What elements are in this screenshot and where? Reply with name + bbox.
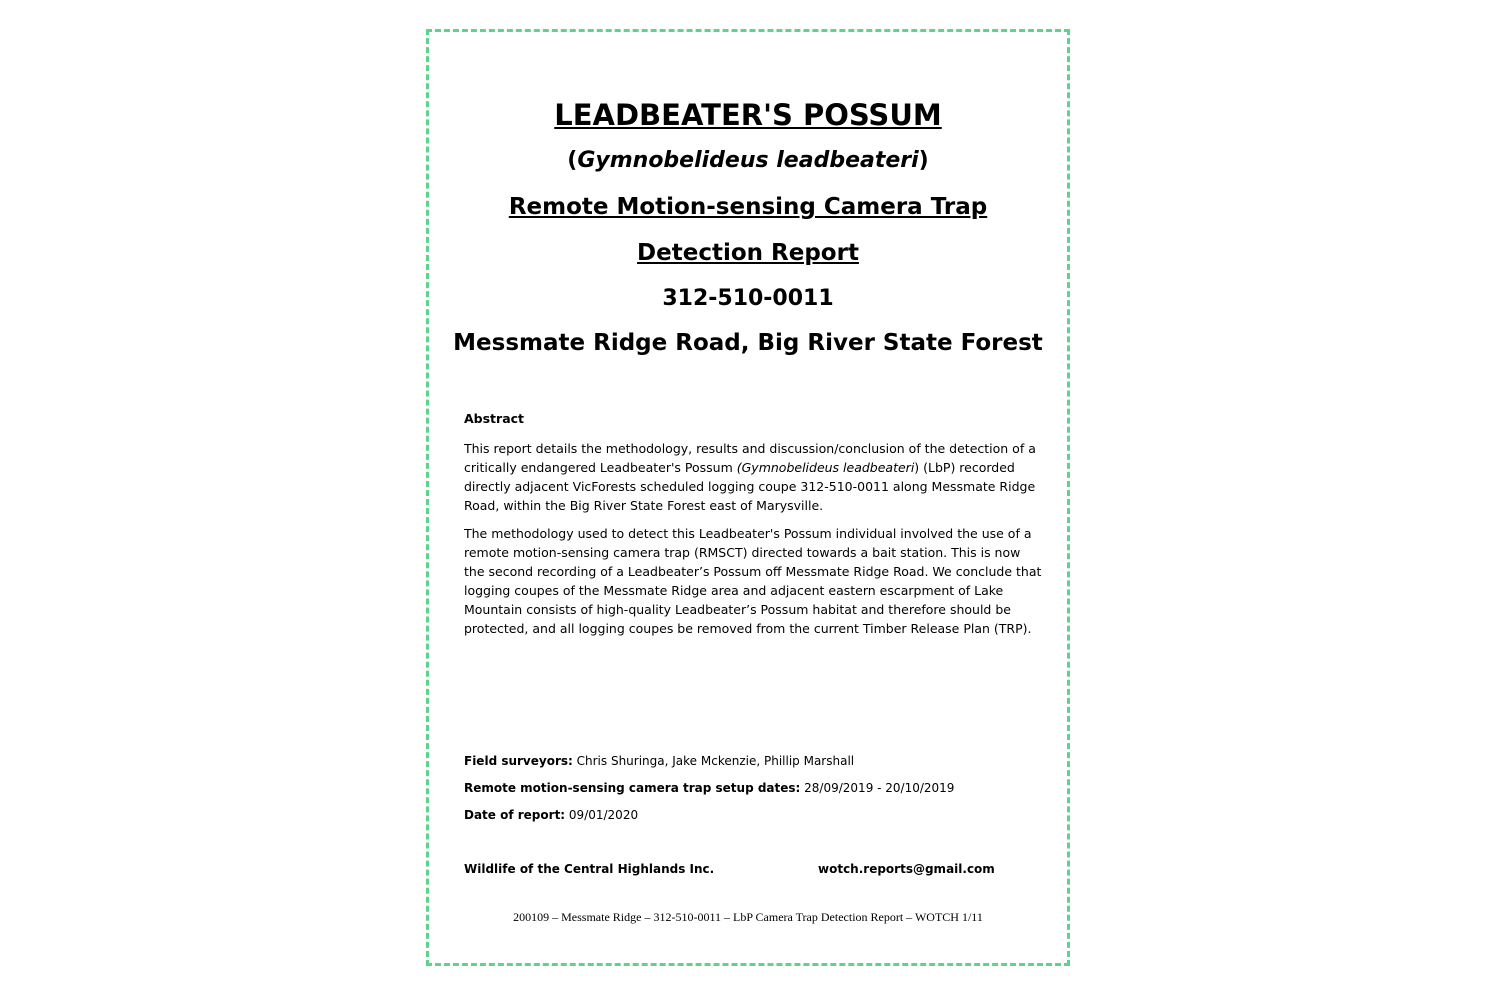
report-date (464, 808, 638, 822)
document-page (426, 29, 1070, 966)
setup-dates-label: Remote motion-sensing camera trap setup dates: (464, 781, 801, 795)
title-block (429, 95, 1067, 367)
setup-dates (464, 781, 954, 795)
abstract-heading: Abstract (464, 411, 525, 426)
abstract-p1-text-b: ) (LbP) recorded directly adjacent VicForests scheduled logging coupe 312-510-0011 along Messmate Ridge Road, within the Big River State Forest east of Marysville. (464, 460, 1036, 513)
report-date-label: Date of report: (464, 808, 566, 822)
field-surveyors-value: Chris Shuringa, Jake Mckenzie, Phillip Marshall (572, 754, 855, 768)
species-scientific-name: Gymnobelideus leadbeateri (577, 148, 919, 173)
page-footer: 200109 – Messmate Ridge – 312-510-0011 – LbP Camera Trap Detection Report – WOTCH 1/11 (513, 910, 983, 924)
setup-dates-value: 28/09/2019 - 20/10/2019 (800, 781, 955, 795)
report-subtitle: Remote Motion-sensing Camera Trap (508, 194, 988, 220)
field-surveyors-label: Field surveyors: (464, 754, 573, 768)
report-type: Detection Report (637, 240, 859, 266)
abstract-p2-text: The methodology used to detect this Leadbeater's Possum individual involved the use of a remote motion-sensing camera trap (RMSCT) directed towards a bait station. This is now the second recording of a Leadbeater’s Possum off Messmate Ridge Road. We conclude that logging coupes of the Messmate Ridge area and adjacent eastern escarpment of Lake Mountain consists of high-quality Leadbeater’s Possum habitat and therefore should be protected, and all logging coupes be removed from the current Timber Release Plan (TRP). (464, 526, 1042, 636)
abstract-paragraph-2 (464, 524, 1044, 638)
species-name (429, 141, 1067, 187)
species-paren-close: ) (918, 148, 929, 173)
species-paren-open: ( (567, 148, 578, 173)
location: Messmate Ridge Road, Big River State Forest (453, 330, 1043, 356)
report-title: LEADBEATER'S POSSUM (554, 98, 942, 132)
coupe-id: 312-510-0011 (662, 286, 834, 311)
contact-email[interactable]: wotch.reports@gmail.com (818, 862, 995, 876)
abstract-paragraph-1 (464, 439, 1044, 515)
organization-name: Wildlife of the Central Highlands Inc. (464, 862, 715, 876)
report-date-value: 09/01/2020 (565, 808, 639, 822)
field-surveyors (464, 754, 854, 768)
abstract-p1-italic: (Gymnobelideus leadbeateri (736, 460, 915, 475)
abstract-p1-text-a: This report details the methodology, results and discussion/conclusion of the detection of a critically endangered Leadbeater's Possum (464, 441, 1036, 475)
